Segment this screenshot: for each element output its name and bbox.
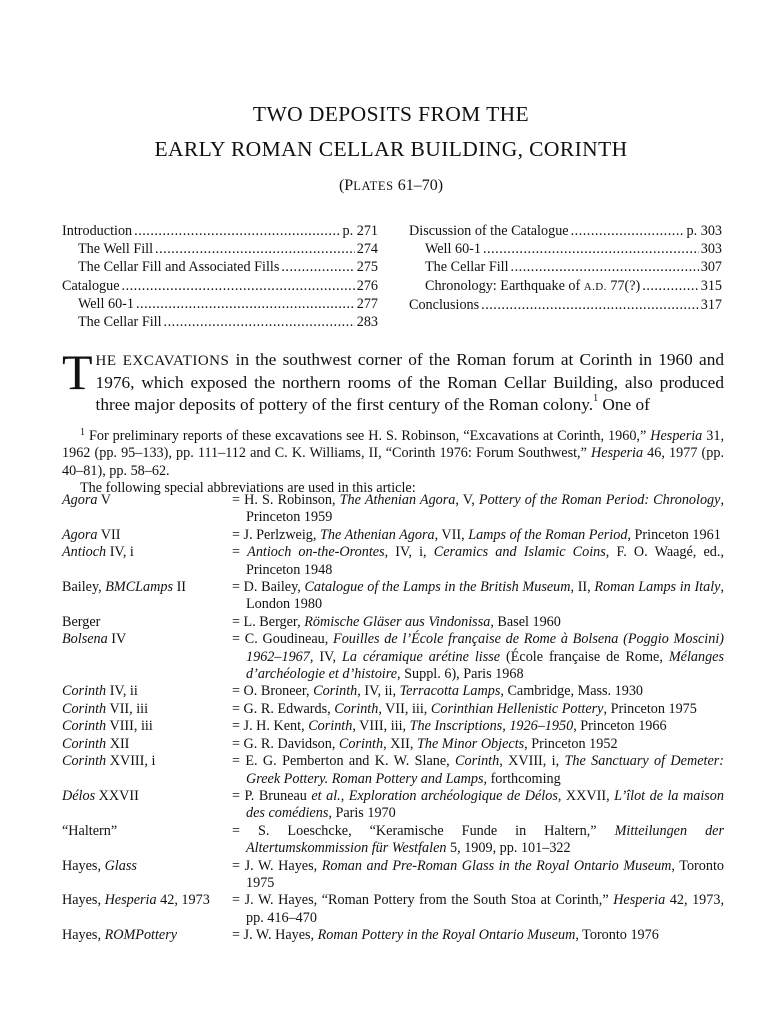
footnote (62, 428, 724, 498)
toc-entry-label: Catalogue (62, 277, 120, 294)
toc-entry-page: 274 (356, 241, 378, 258)
toc-entry-page: 317 (700, 296, 722, 313)
toc-entry-page: 303 (700, 241, 722, 258)
abbreviation-entry (62, 544, 724, 579)
abbreviation-entry (62, 579, 724, 614)
toc-entry-label: Chronology: Earthquake of A.D. 77(?) (425, 277, 641, 294)
toc-entry-label: The Well Fill (78, 241, 154, 258)
toc-entry-label: Well 60-1 (78, 295, 134, 312)
title-line-1: TWO DEPOSITS FROM THE (252, 102, 530, 126)
toc-entry[interactable] (62, 258, 378, 276)
abbreviation-entry (62, 527, 724, 544)
abbreviation-reference: = J. Perlzweig, The Athenian Agora, VII, Lamps of the Roman Period, Princeton 1961 (232, 526, 721, 543)
abbreviations-intro: The following special abbreviations are used in this article: (80, 480, 416, 497)
toc-right-column (409, 222, 722, 314)
abbreviation-reference: = J. W. Hayes, Roman and Pre-Roman Glass in the Royal Ontario Museum, Toronto 1975 (232, 857, 724, 891)
abbreviation-key: Hayes, Glass (62, 857, 137, 874)
toc-entry-label: Introduction (62, 223, 133, 239)
toc-entry-page: 307 (700, 259, 722, 276)
toc-entry[interactable] (409, 296, 722, 314)
toc-entry-label: Well 60-1 (425, 241, 481, 258)
abbreviation-entry (62, 614, 724, 631)
footnote-ref[interactable]: 1 (593, 393, 599, 404)
abbreviation-entry (62, 892, 724, 927)
abbreviation-entry (62, 823, 724, 858)
abbreviation-key: Agora V (62, 492, 112, 508)
toc-entry-page: 315 (700, 277, 722, 294)
toc-entry-page: p. 303 (686, 223, 722, 239)
abbreviation-key: Corinth VIII, iii (62, 718, 153, 735)
title-line-2: EARLY ROMAN CELLAR BUILDING, CORINTH (154, 137, 628, 161)
toc-leader-dots (122, 277, 355, 295)
toc-entry-page: 283 (356, 314, 378, 331)
abbreviation-reference: = D. Bailey, Catalogue of the Lamps in the British Museum, II, Roman Lamps in Italy, London 1980 (232, 579, 724, 613)
abbreviation-key: Bolsena IV (62, 631, 127, 648)
toc-entry-page: 276 (356, 277, 378, 294)
plates-reference: (PLATES 61–70) (338, 177, 444, 194)
abbreviation-entry (62, 492, 724, 527)
abbreviation-key: “Haltern” (62, 822, 118, 839)
abbreviation-key: Agora VII (62, 526, 121, 543)
toc-entry[interactable] (62, 313, 378, 331)
abbreviation-key: Hayes, Hesperia 42, 1973 (62, 892, 210, 909)
abbreviation-reference: = L. Berger, Römische Gläser aus Vindonissa, Basel 1960 (232, 613, 561, 630)
abbreviation-reference: = E. G. Pemberton and K. W. Slane, Corinth, XVIII, i, The Sanctuary of Demeter: Greek Pottery. Roman Pottery and Lamps, forthcoming (232, 753, 724, 787)
abbreviation-key: Antioch IV, i (62, 544, 134, 561)
abbreviation-reference: = Antioch on-the-Orontes, IV, i, Ceramics and Islamic Coins, F. O. Waagé, ed., Princeton 1948 (232, 544, 724, 578)
toc-entry[interactable] (409, 277, 722, 296)
toc-leader-dots (164, 313, 355, 331)
toc-entry[interactable] (409, 222, 722, 240)
toc-entry-page: p. 271 (342, 223, 378, 239)
abbreviations-list (62, 492, 724, 945)
toc-entry-label: The Cellar Fill (78, 314, 162, 331)
toc-leader-dots (642, 277, 698, 295)
toc-leader-dots (155, 240, 355, 258)
abbreviation-key: Corinth XVIII, i (62, 753, 156, 770)
abbreviation-key: Corinth XII (62, 735, 130, 752)
small-caps-text: A.D. (583, 280, 607, 293)
toc-leader-dots (134, 222, 340, 240)
intro-text: in the southwest corner of the Roman forum at Corinth in 1960 and 1976, which exposed the northern rooms of the Roman Cellar Building, also produced three major deposits of pottery of the first century of the Roman colony. (95, 350, 724, 414)
abbreviation-key: Délos XXVII (62, 787, 139, 804)
toc-entry[interactable] (409, 258, 722, 276)
toc-leader-dots (281, 258, 354, 276)
abbreviation-entry (62, 788, 724, 823)
drop-cap: T (62, 344, 93, 400)
toc-leader-dots (571, 222, 685, 240)
toc-leader-dots (481, 296, 699, 314)
abbreviation-entry (62, 927, 724, 944)
toc-entry-label: Discussion of the Catalogue (409, 223, 569, 239)
toc-entry-label: The Cellar Fill and Associated Fills (78, 259, 280, 276)
toc-entry[interactable] (62, 240, 378, 258)
toc-entry-label: The Cellar Fill (425, 259, 509, 276)
footnote-text: $^1$ For preliminary reports of these excavations see H. S. Robinson, “Excavations at Corinth, 1960,” Hesperia 31, 1962 (pp. 95–133), pp. 111–112 and C. K. Williams, II, “Corinth 1976: Forum Southwest,” Hesperia 46, 1977 (pp. 40–81), pp. 58–62. (62, 427, 724, 479)
intro-lead: HE EXCAVATIONS (95, 353, 230, 369)
abbreviation-key: Bailey, BMCLamps II (62, 579, 187, 596)
toc-left-column (62, 222, 378, 331)
abbreviation-reference: = O. Broneer, Corinth, IV, ii, Terracotta Lamps, Cambridge, Mass. 1930 (232, 683, 644, 700)
toc-leader-dots (136, 295, 355, 313)
toc-entry-label: Conclusions (409, 296, 480, 313)
toc-leader-dots (483, 240, 699, 258)
intro-paragraph: THE EXCAVATIONS in the southwest corner of the Roman forum at Corinth in 1960 and 1976, which exposed the northern rooms of the Roman Cellar Building, also produced three major deposits of pottery of the first century of the Roman colony.$^1$ One of (62, 344, 724, 414)
abbreviation-entry (62, 736, 724, 753)
abbreviation-reference: = J. W. Hayes, “Roman Pottery from the South Stoa at Corinth,” Hesperia 42, 1973, pp. 416–470 (232, 892, 724, 926)
abbreviation-entry (62, 683, 724, 700)
abbreviation-reference: = H. S. Robinson, The Athenian Agora, V, Pottery of the Roman Period: Chronology, Princeton 1959 (232, 492, 724, 526)
abbreviation-entry (62, 701, 724, 718)
abbreviation-key: Hayes, ROMPottery (62, 927, 178, 944)
abbreviation-entry (62, 753, 724, 788)
abbreviation-reference: = C. Goudineau, Fouilles de l’École française de Rome à Bolsena (Poggio Moscini) 1962–1967, IV, La céramique arétine lisse (École française de Rome, Mélanges d’archéologie et d’histoire, Suppl. 6), Paris 1968 (232, 631, 725, 683)
abbreviation-key: Berger (62, 613, 101, 630)
toc-entry[interactable] (409, 240, 722, 258)
abbreviation-reference: = J. H. Kent, Corinth, VIII, iii, The Inscriptions, 1926–1950, Princeton 1966 (232, 718, 667, 735)
toc-entry[interactable] (62, 222, 378, 240)
abbreviation-entry (62, 858, 724, 893)
abbreviation-reference: = G. R. Edwards, Corinth, VII, iii, Corinthian Hellenistic Pottery, Princeton 1975 (232, 700, 697, 717)
abbreviation-reference: = G. R. Davidson, Corinth, XII, The Minor Objects, Princeton 1952 (232, 735, 618, 752)
abbreviation-entry (62, 718, 724, 735)
abbreviation-key: Corinth IV, ii (62, 683, 138, 700)
toc-entry-page: 275 (356, 259, 378, 276)
abbreviation-reference: = S. Loeschcke, “Keramische Funde in Haltern,” Mitteilungen der Altertumskommission für Westfalen 5, 1909, pp. 101–322 (232, 822, 724, 857)
toc-entry[interactable] (62, 277, 378, 295)
abbreviation-reference: = P. Bruneau et al., Exploration archéologique de Délos, XXVII, L’îlot de la maison des comédiens, Paris 1970 (232, 787, 724, 822)
toc-leader-dots (511, 258, 699, 276)
abbreviation-entry (62, 631, 724, 683)
toc-entry[interactable] (62, 295, 378, 313)
abbreviation-key: Corinth VII, iii (62, 700, 149, 717)
abbreviation-reference: = J. W. Hayes, Roman Pottery in the Royal Ontario Museum, Toronto 1976 (232, 927, 659, 944)
toc-entry-page: 277 (356, 295, 378, 312)
